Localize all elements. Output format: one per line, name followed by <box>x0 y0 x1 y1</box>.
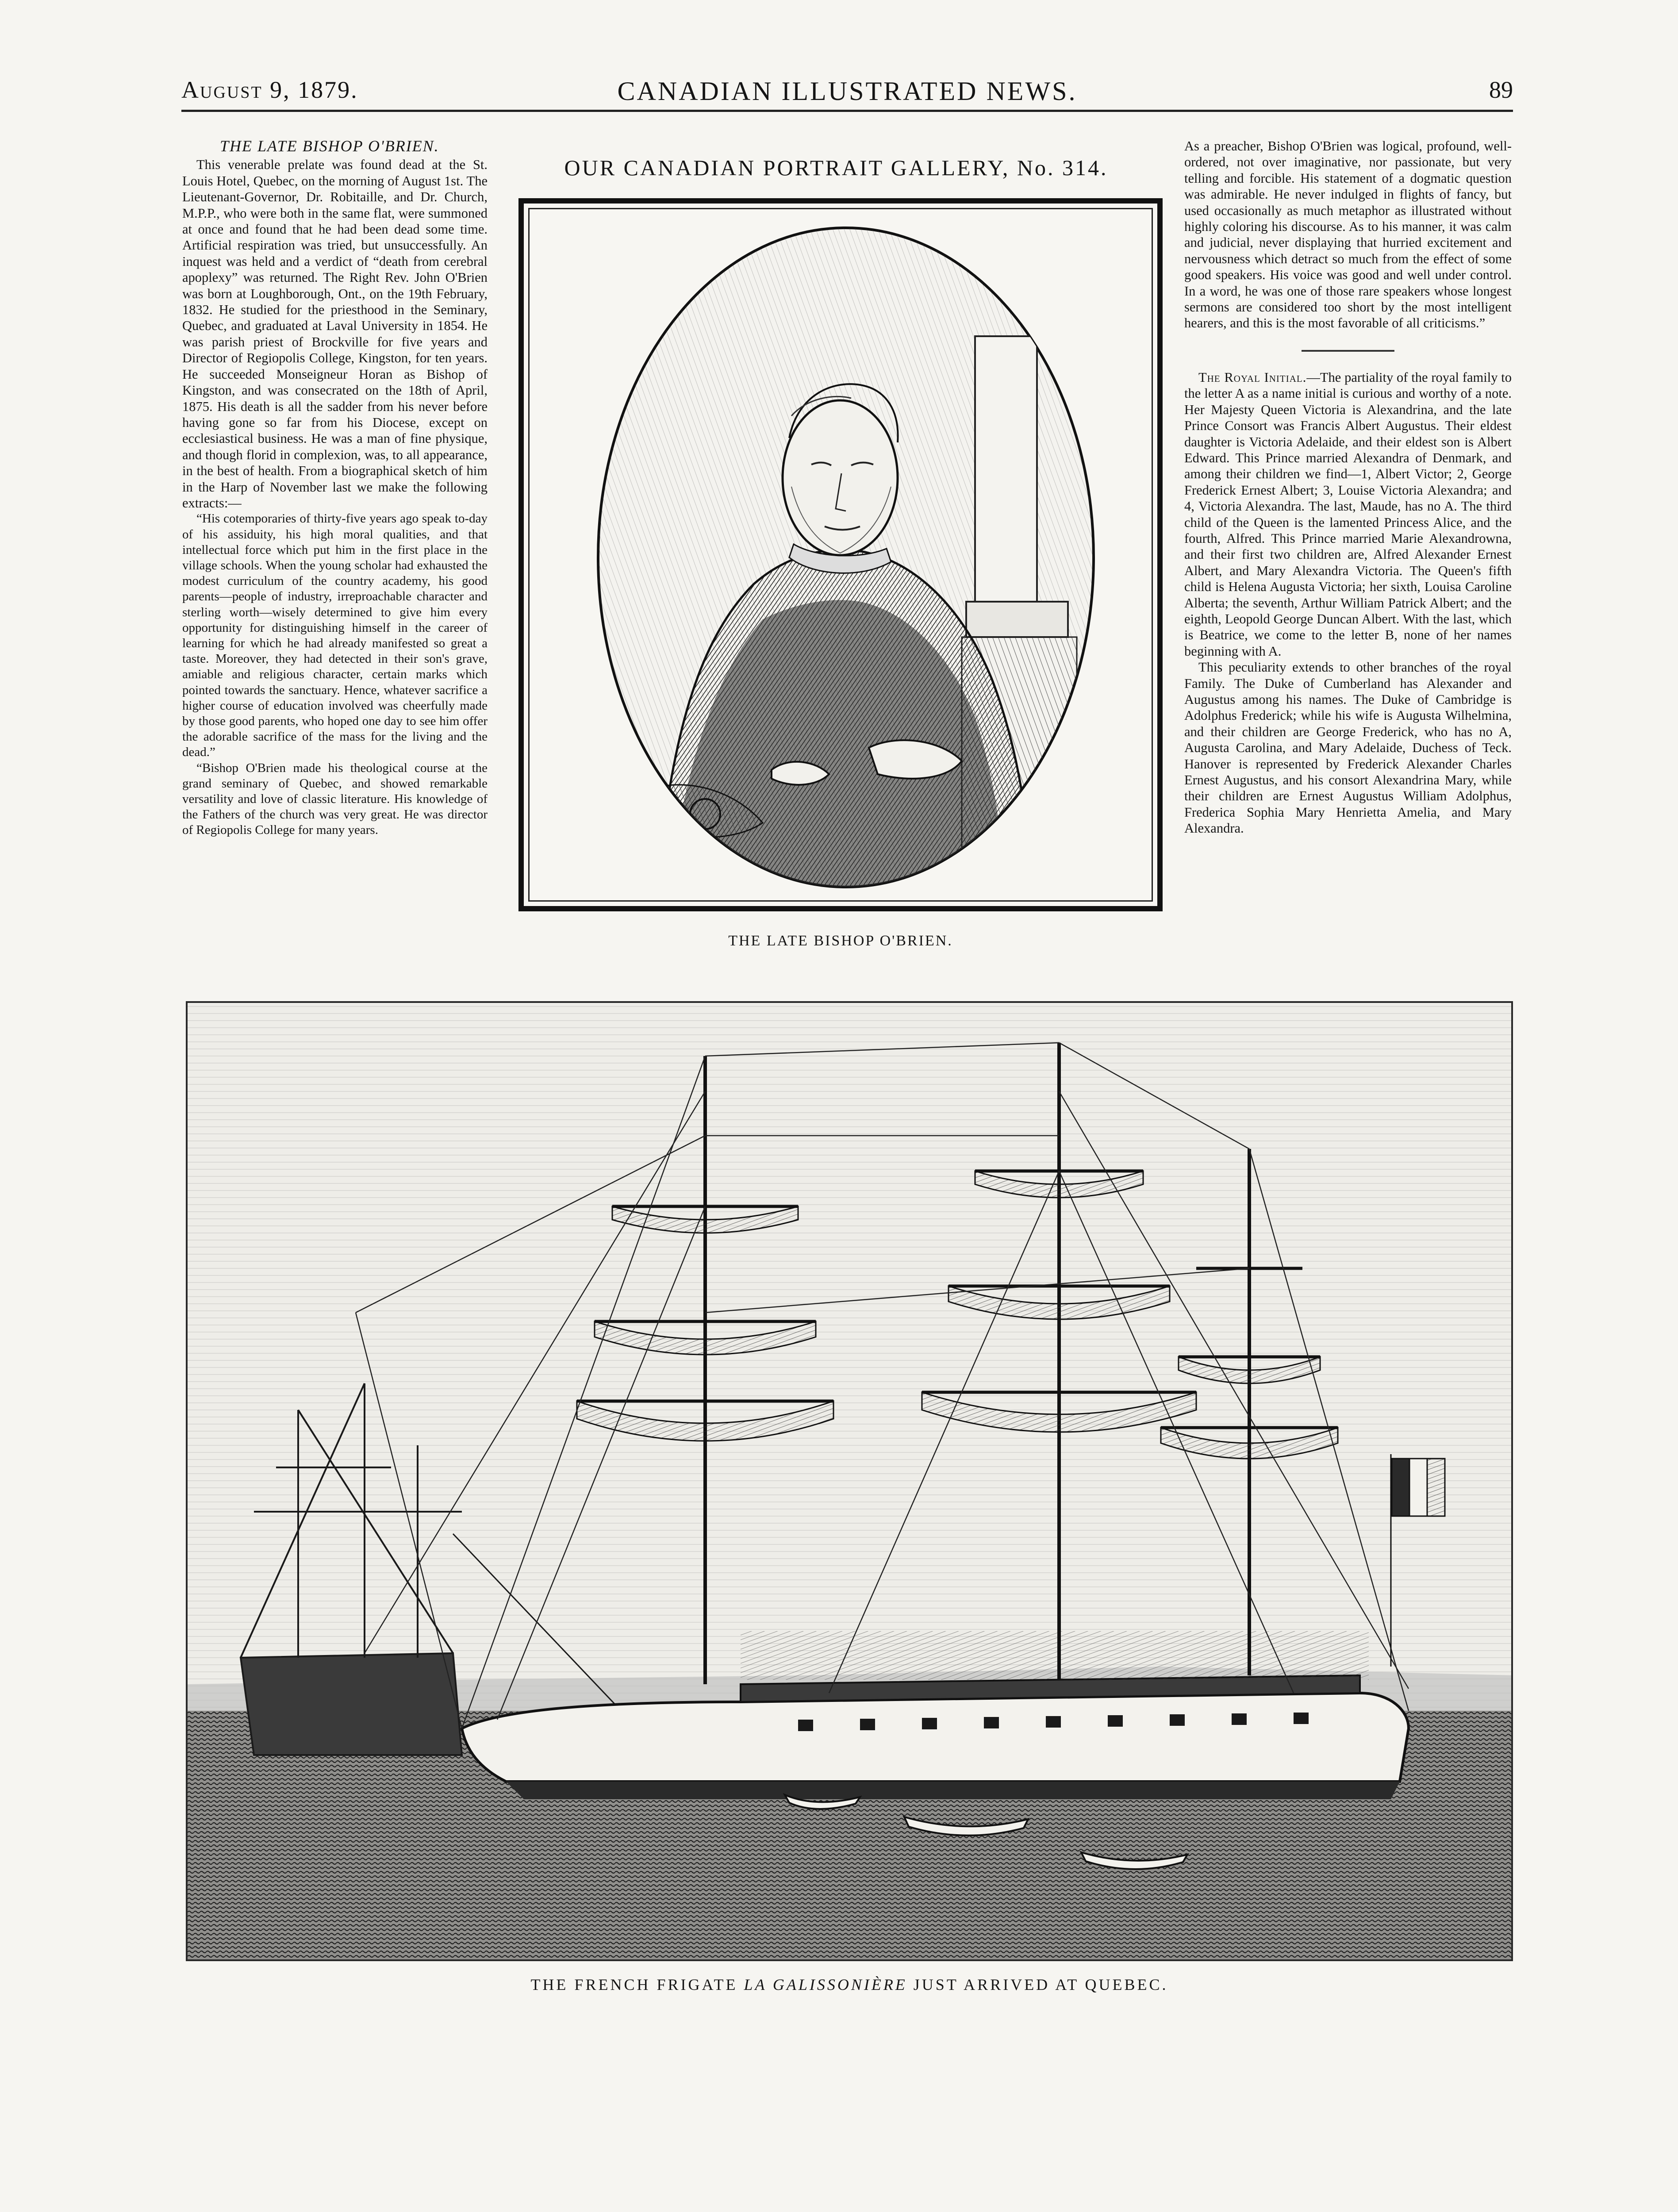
section-divider <box>1302 350 1394 352</box>
portrait-gallery-title: OUR CANADIAN PORTRAIT GALLERY, No. 314. <box>564 155 1108 180</box>
quote-paragraph: “His cotemporaries of thirty-five years ago speak to-day of his assiduity, his high moral qualities, and that intellectual force which put him in the first place in the village schools. When the young scholar had exhausted the modest curriculum of the country academy, his good parents—people of industry, irreproachable character and sterling worth—wisely determined to give him every opportunity for distinguishing himself in the career of learning for which he had already manifested so great a taste. Moreover, they had detected in their son's grave, amiable and religious character, certain marks which pointed towards the sanctuary. Hence, whatever sacrifice a higher course of education involved was cheerfully made by those good parents, who hoped one day to see him offer the adorable sacrifice of the mass for the living and the dead.” <box>182 511 488 760</box>
frigate-engraving <box>188 1003 1513 1961</box>
masthead-rule <box>181 110 1513 112</box>
ship-caption <box>186 1975 1513 1994</box>
portrait-caption: THE LATE BISHOP O'BRIEN. <box>728 933 953 949</box>
newspaper-title: CANADIAN ILLUSTRATED NEWS. <box>617 77 1077 106</box>
portrait-frame <box>518 198 1163 911</box>
bishop-portrait-engraving <box>524 204 1168 917</box>
issue-date: August 9, 1879. <box>181 77 358 103</box>
ship-illustration-frame <box>186 1001 1513 1961</box>
article-paragraph: —The partiality of the royal family to the letter A as a name initial is curious and worthy of a note. Her Majesty Queen Victoria is Alexandrina, and the late Prince Consort was Francis Albert Augustus. Their eldest daughter is Victoria Adelaide, and their eldest son is Albert Edward. This Prince married Alexandra of Denmark, and among their children we find—1, Albert Victor; 2, George Frederick Ernest Albert; 3, Louise Victoria Alexandra; and 4, Victoria Alexandra. The last, Maude, has no A. The third child of the Queen is the lamented Princess Alice, and the fourth, Alfred. This Prince married Marie Alexandrowna, and their first two children are, Alfred Alexander Ernest Albert, and Mary Alexandra Victoria. The Queen's fifth child is Helena Augusta Victoria; her sixth, Louisa Caroline Alberta; the seventh, Arthur William Patrick Albert; and the eighth, Leopold George Duncan Albert. With the last, which is Beatrice, we come to the letter B, none of her names beginning with A. <box>1184 369 1512 659</box>
ship-name: LA GALISSONIÈRE <box>744 1976 907 1993</box>
article-paragraph: As a preacher, Bishop O'Brien was logical, profound, well-ordered, not over imaginative, nor passionate, but very telling and forcible. His statement of a dogmatic question was admirable. He never indulged in flights of fancy, but used occasionally as much metaphor as illustrated without highly coloring his discourse. As to his manner, it was calm and judicial, never displaying that hurried excitement and nervousness which detract so much from the effect of some good speakers. His voice was good and well under control. In a word, he was one of those rare speakers whose longest sermons are considered too short by the most intelligent hearers, and this is the most favorable of all criticisms.” <box>1184 138 1512 331</box>
page-number: 89 <box>1489 77 1513 103</box>
ship-caption-prefix: THE FRENCH FRIGATE <box>530 1976 744 1993</box>
article-paragraph: This venerable prelate was found dead at the St. Louis Hotel, Quebec, on the morning of August 1st. The Lieutenant-Governor, Dr. Robitaille, and Dr. Church, M.P.P., who were both in the same flat, were summoned at once and found that he had been dead some time. Artificial respiration was tried, but unsuccessfully. An inquest was held and a verdict of “death from cerebral apoplexy” was returned. The Right Rev. John O'Brien was born at Loughborough, Ont., on the 19th February, 1832. He studied for the priesthood in the Seminary, Quebec, and graduated at Laval University in 1854. He was parish priest of Brockville for five years and Director of Regiopolis College, Kingston, for ten years. He succeeded Monseigneur Horan as Bishop of Kingston, and was consecrated on the 18th of April, 1875. His death is all the sadder from his never before having gone so far from his Diocese, except on ecclesiastical business. He was a man of fine physique, and though florid in complexion, was, to all appearance, in the best of health. From a biographical sketch of him in the Harp of November last we make the following extracts:— <box>182 157 488 511</box>
article-heading: THE LATE BISHOP O'BRIEN. <box>220 137 439 155</box>
article-paragraph: This peculiarity extends to other branches of the royal Family. The Duke of Cumberland has Alexander and Augustus among his names. The Duke of Cambridge is Adolphus Frederick; while his wife is Augusta Wilhelmina, and their children are George Frederick, who has no A, Augusta Carolina, and Mary Adelaide, Duchess of Teck. Hanover is represented by Frederick Alexander Charles Ernest Augustus, and his consort Alexandrina Mary, while their children are Ernest Augustus William Adolphus, Frederica Sophia Mary Henrietta Amelia, and Mary Alexandra. <box>1184 660 1512 836</box>
quote-paragraph: “Bishop O'Brien made his theological course at the grand seminary of Quebec, and showed remarkable versatility and love of classic literature. His knowledge of the Fathers of the church was very great. He was director of Regiopolis College for many years. <box>182 760 488 837</box>
right-column-article <box>1184 138 1512 837</box>
section-lead: The Royal Initial. <box>1198 369 1307 385</box>
left-column-article <box>182 138 488 838</box>
ship-caption-suffix: JUST ARRIVED AT QUEBEC. <box>907 1976 1168 1993</box>
